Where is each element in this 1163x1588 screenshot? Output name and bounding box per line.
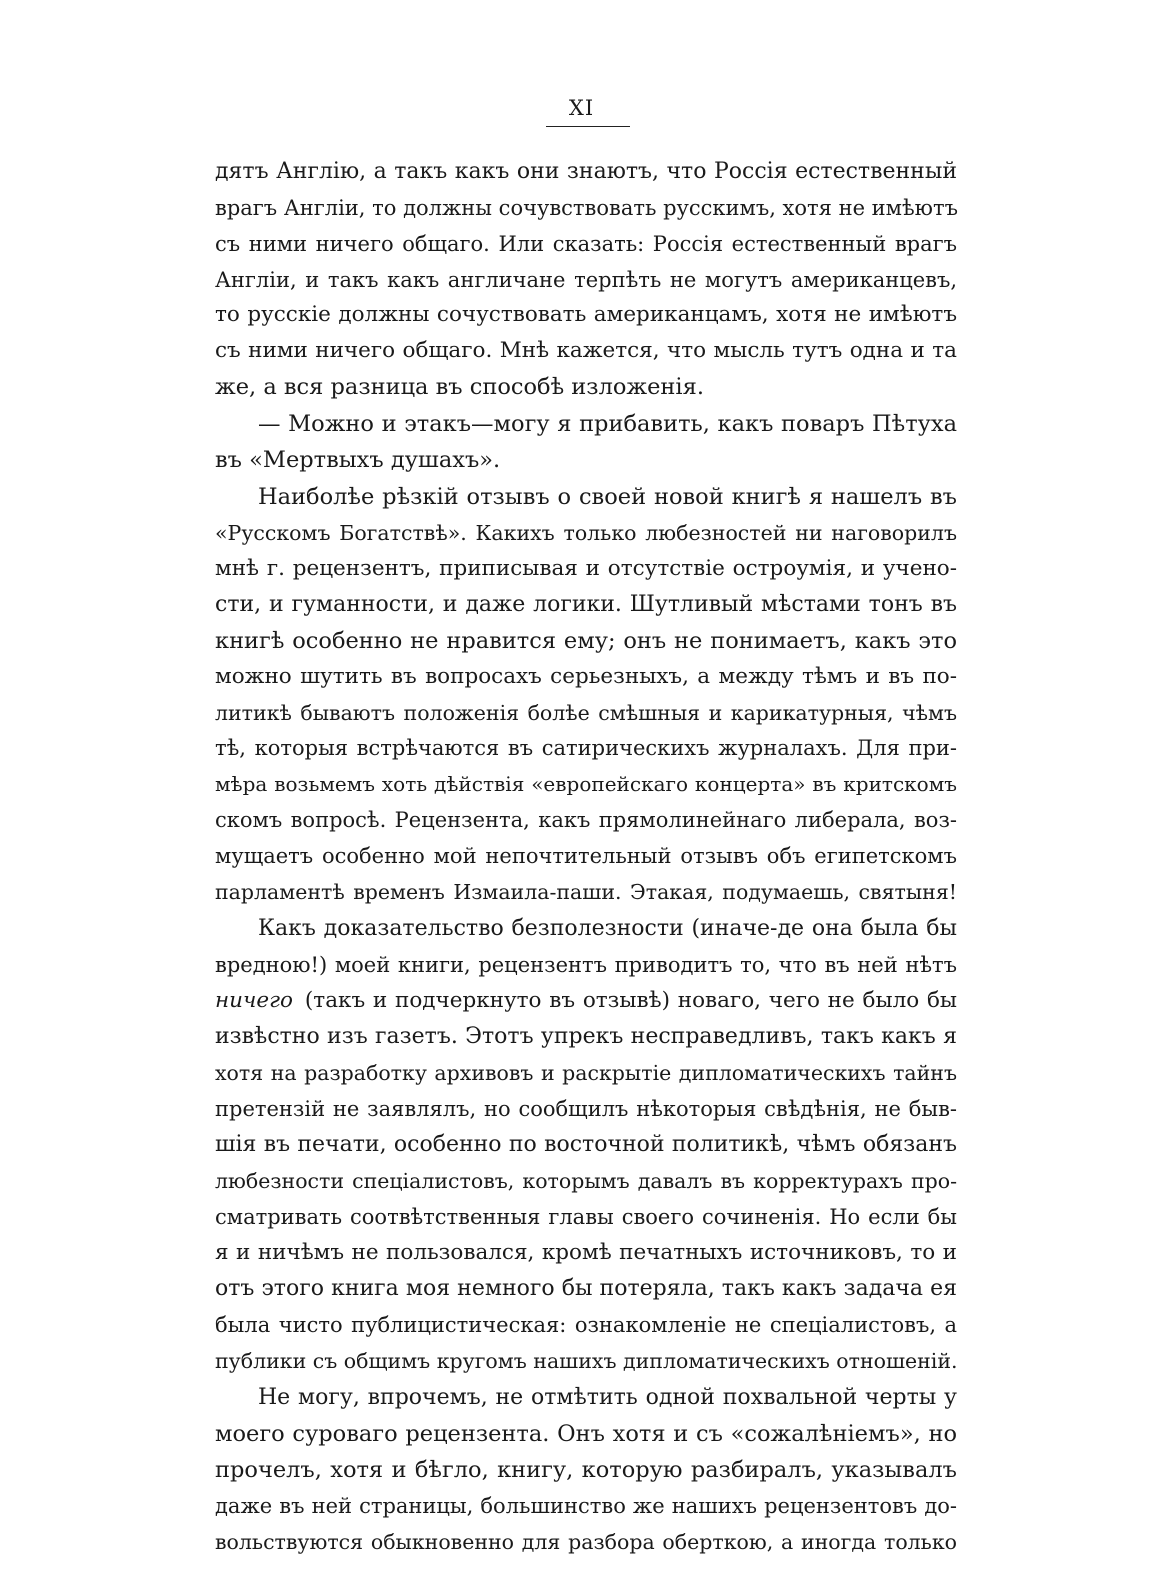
text-line-rest: (такъ и подчеркнуто въ отзывѣ) новаго, чего не было бы <box>304 988 957 1013</box>
text-line: книгѣ особенно не нравится ему; онъ не понимаетъ, какъ это <box>215 628 957 654</box>
text-line: моего суроваго рецензента. Онъ хотя и съ «сожалѣніемъ», но <box>215 1421 957 1447</box>
text-line: Не могу, впрочемъ, не отмѣтить одной похвальной черты у <box>258 1385 957 1410</box>
text-line: въ «Мертвыхъ душахъ». <box>215 447 501 473</box>
text-line: претензій не заявлялъ, но сообщилъ нѣкоторыя свѣдѣнія, не быв- <box>215 1097 957 1121</box>
text-line: парламентѣ временъ Измаила-паши. Этакая, подумаешь, святыня! <box>215 880 957 904</box>
text-line: — Можно и этакъ—могу я прибавить, какъ поваръ Пѣтуха <box>258 411 957 437</box>
text-line: съ ними ничего общаго. Мнѣ кажется, что мысль тутъ одна и та <box>215 338 957 363</box>
emphasized-word: ничего <box>215 988 293 1013</box>
text-line: Какъ доказательство безполезности (иначе-де она была бы <box>258 916 957 941</box>
text-line <box>215 986 957 1016</box>
text-line: мущаетъ особенно мой непочтительный отзывъ объ египетскомъ <box>215 844 957 868</box>
text-line: же, а вся разница въ способѣ изложенія. <box>215 374 704 400</box>
text-line: мнѣ г. рецензентъ, приписывая и отсутствіе остроумія, и учено- <box>215 556 957 581</box>
text-line: шія въ печати, особенно по восточной политикѣ, чѣмъ обязанъ <box>215 1132 957 1157</box>
text-line: то русскіе должны сочуствовать американцамъ, хотя не имѣютъ <box>215 302 957 327</box>
text-line: извѣстно изъ газетъ. Этотъ упрекъ несправедливъ, такъ какъ я <box>215 1024 957 1049</box>
text-line: публики съ общимъ кругомъ нашихъ дипломатическихъ отношеній. <box>215 1349 958 1373</box>
text-line: вредною!) моей книги, рецензентъ приводитъ то, что въ ней нѣтъ <box>215 953 957 977</box>
text-line: можно шутить въ вопросахъ серьезныхъ, а между тѣмъ и въ по- <box>215 664 957 689</box>
text-line: вольствуются обыкновенно для разбора оберткою, а иногда только <box>215 1530 957 1554</box>
text-line: была чисто публицистическая: ознакомленіе не спеціалистовъ, а <box>215 1313 957 1337</box>
text-line: прочелъ, хотя и бѣгло, книгу, которую разбиралъ, указывалъ <box>215 1457 957 1483</box>
text-line: сматривать соотвѣтственныя главы своего сочиненія. Но если бы <box>215 1205 957 1229</box>
text-line: скомъ вопросѣ. Рецензента, какъ прямолинейнаго либерала, воз- <box>215 808 957 832</box>
text-line: «Русскомъ Богатствѣ». Какихъ только любезностей ни наговорилъ <box>215 521 957 545</box>
text-line: врагъ Англіи, то должны сочувствовать русскимъ, хотя не имѣютъ <box>215 196 958 220</box>
text-line: даже въ ней страницы, большинство же нашихъ рецензентовъ до- <box>215 1494 957 1518</box>
text-line: дятъ Англію, а такъ какъ они знаютъ, что Россія естественный <box>215 159 957 184</box>
text-line: мѣра возьмемъ хоть дѣйствія «европейскаго концерта» въ критскомъ <box>215 772 957 796</box>
text-line: Англіи, и такъ какъ англичане терпѣть не могутъ американцевъ, <box>215 268 957 292</box>
text-line: отъ этого книга моя немного бы потеряла, такъ какъ задача ея <box>215 1276 957 1301</box>
text-line: литикѣ бываютъ положенія болѣе смѣшныя и карикатурныя, чѣмъ <box>215 701 957 725</box>
text-line: сти, и гуманности, и даже логики. Шутливый мѣстами тонъ въ <box>215 592 957 617</box>
text-line: съ ними ничего общаго. Или сказать: Россія естественный врагъ <box>215 232 957 256</box>
text-line: Наиболѣе рѣзкій отзывъ о своей новой книгѣ я нашелъ въ <box>258 484 957 510</box>
text-line: хотя на разработку архивовъ и раскрытіе дипломатическихъ тайнъ <box>215 1061 957 1085</box>
text-line: я и ничѣмъ не пользовался, кромѣ печатныхъ источниковъ, то и <box>215 1240 957 1265</box>
text-line: тѣ, которыя встрѣчаются въ сатирическихъ журналахъ. Для при- <box>215 736 957 760</box>
text-line: любезности спеціалистовъ, которымъ давалъ въ корректурахъ про- <box>215 1169 957 1193</box>
page-number: XI <box>568 96 595 120</box>
